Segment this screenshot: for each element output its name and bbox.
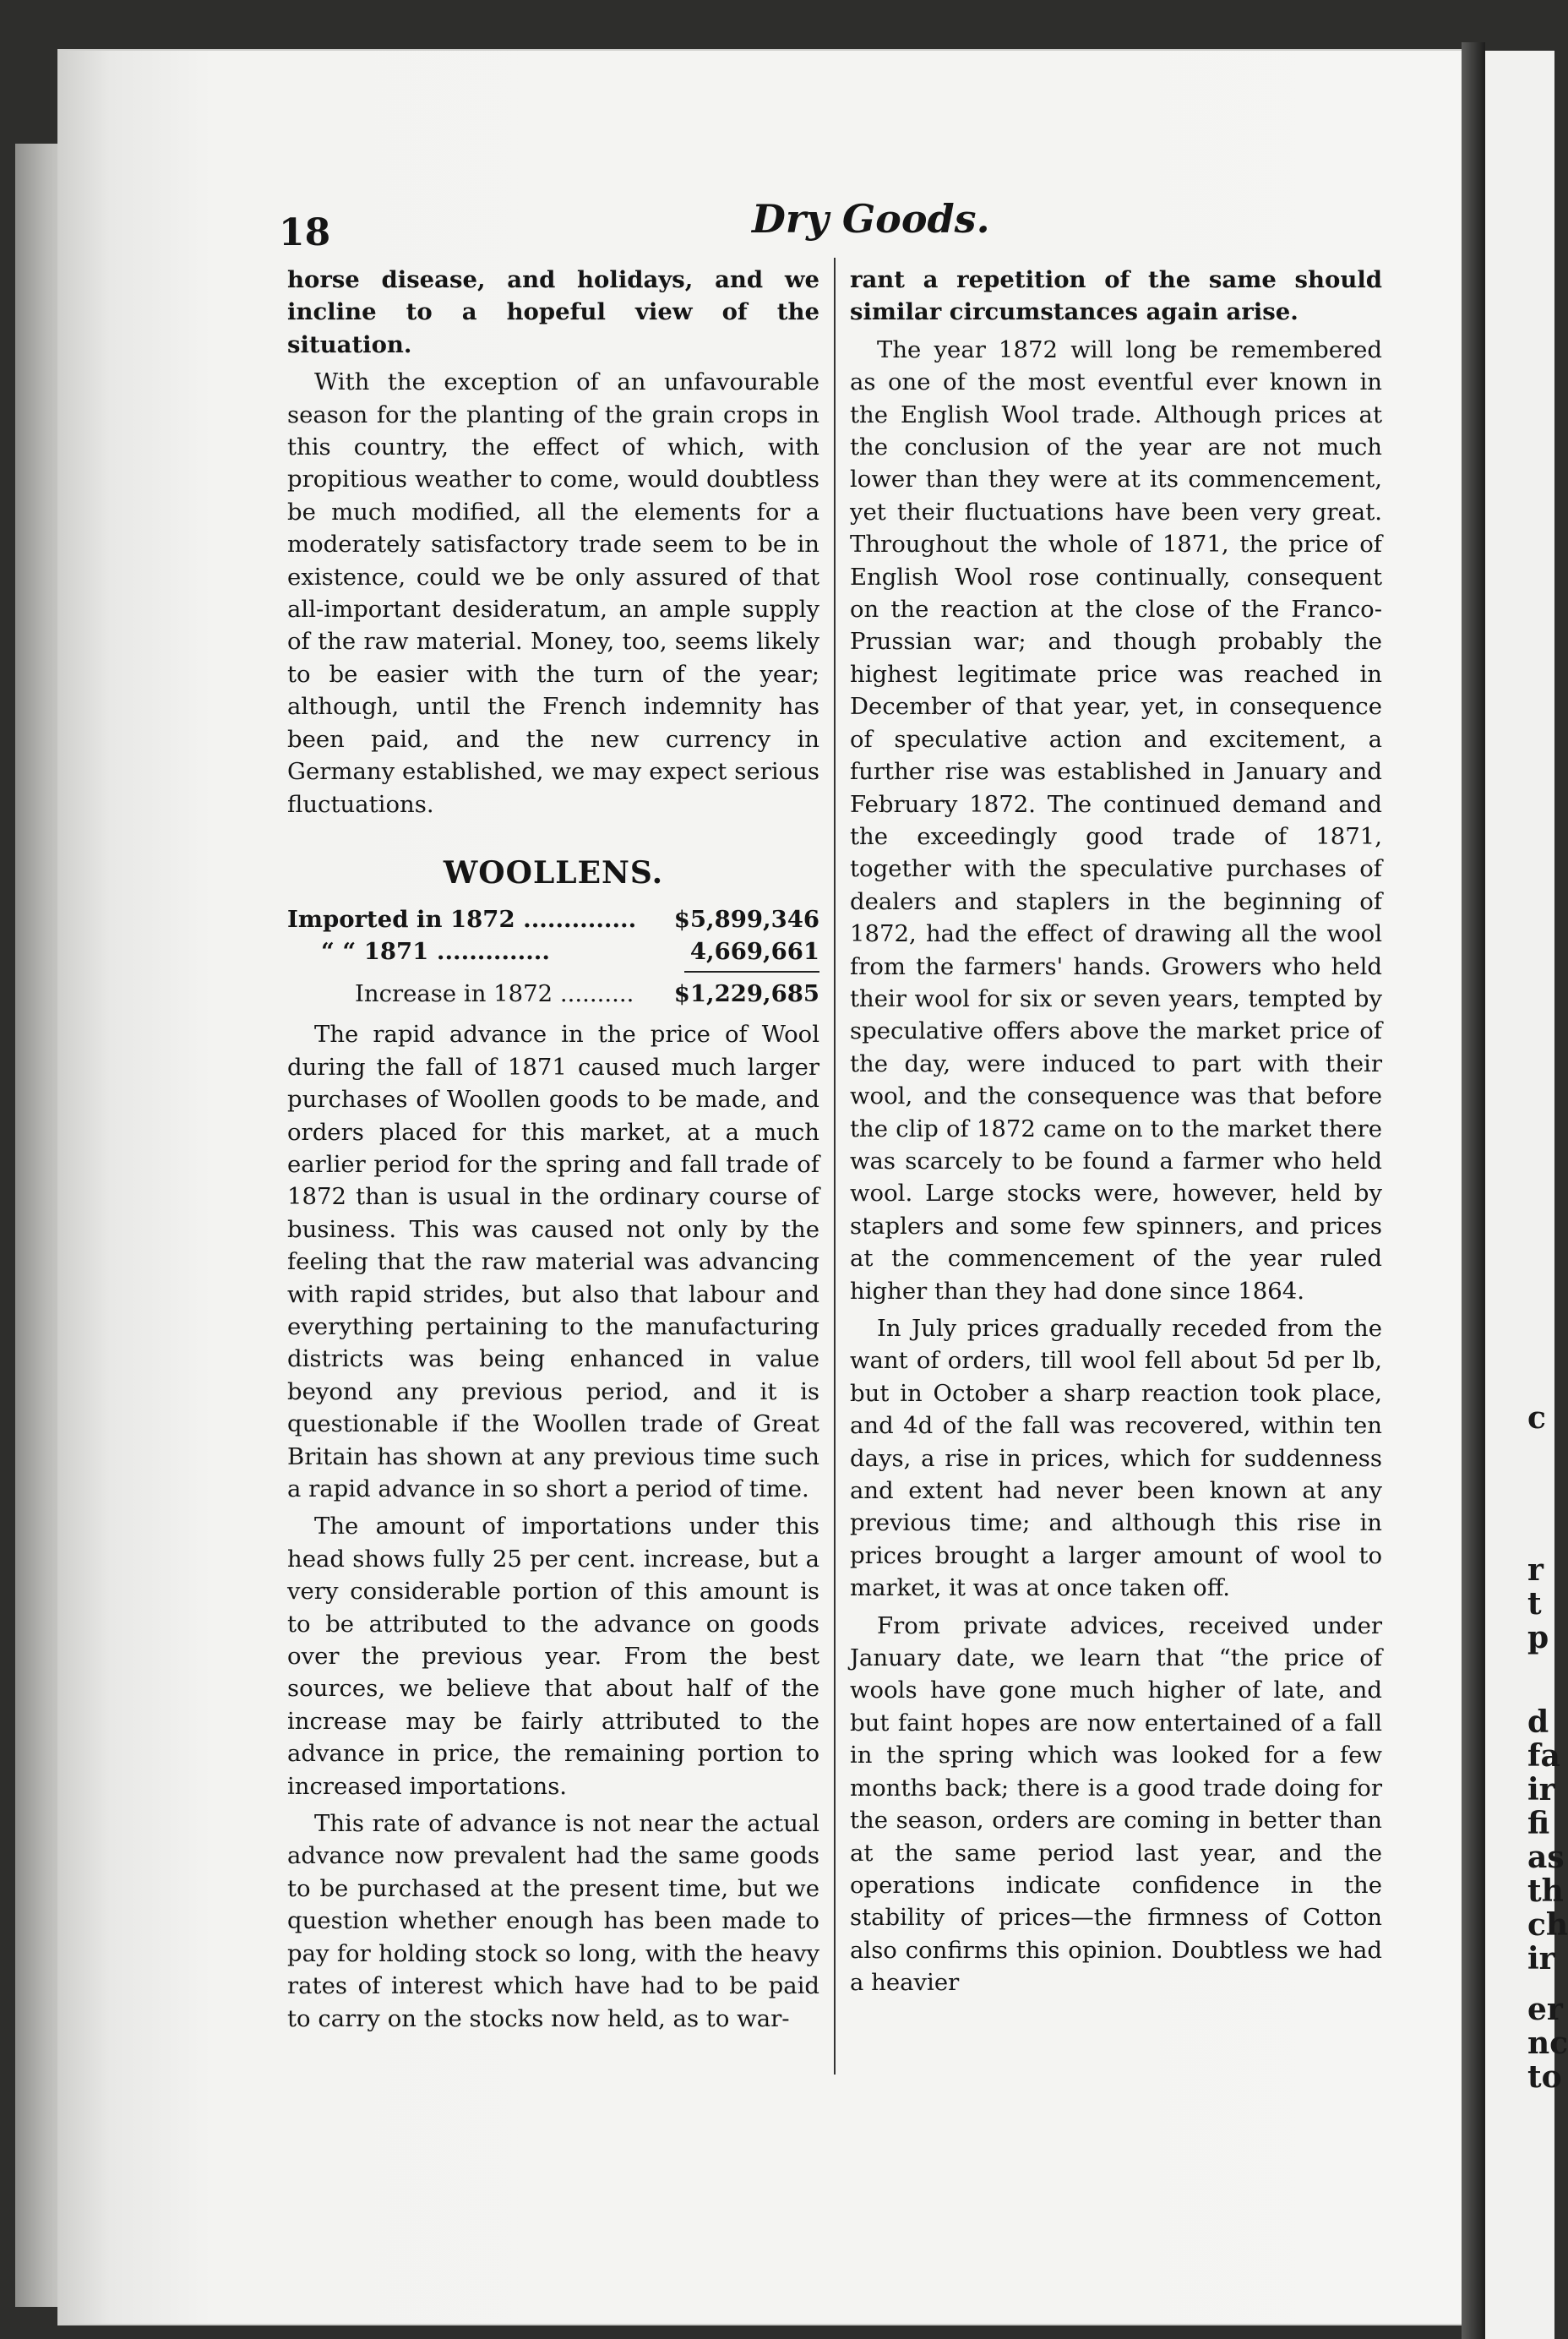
book-gutter	[1462, 42, 1485, 2339]
left-column	[287, 264, 819, 2035]
section-heading: WOOLLENS.	[443, 854, 664, 891]
adjacent-page-letter: to	[1527, 2059, 1562, 2095]
adjacent-page-letter: th	[1527, 1873, 1564, 1909]
paragraph: From private advices, received under January date, we learn that “the price of wools have gone much higher of late, and but faint hopes are now entertained of a fall in the spring which was looked for a few months back; there is a good trade doing for the season, orders are coming in better than at the same period last year, and the operations indicate confidence in the stability of prices—the firmness of Cotton also confirms this opinion. Doubtless we had a heavier	[850, 1611, 1382, 1997]
adjacent-page-letter: nc	[1527, 2025, 1568, 2061]
column-divider	[834, 258, 836, 2075]
table-row	[287, 935, 819, 968]
adjacent-page-letter: ir	[1527, 1941, 1555, 1976]
import-label: “ “ 1871 ..............	[321, 937, 550, 965]
adjacent-page-letter: c	[1527, 1400, 1546, 1436]
paragraph: The amount of importations under this head shows fully 25 per cent. increase, but a very considerable portion of this amount is to be attributed to the advance on goods over the previous year. From the best sources, we believe that about half of the increase may be fairly attributed to the advance in price, the remaining portion to increased importations.	[287, 1513, 819, 1800]
adjacent-page-letter: ch	[1527, 1907, 1568, 1943]
paragraph: rant a repetition of the same should similar circumstances again arise.	[850, 266, 1382, 326]
running-title: Dry Goods.	[752, 196, 990, 242]
sum-rule	[684, 971, 819, 973]
paragraph: The rapid advance in the price of Wool during the fall of 1871 caused much larger purchases of Woollen goods to be made, and orders placed for this market, at a much earlier period for the spring and fall trade of 1872 than is usual in the ordinary course of business. This was caused not only by the feeling that the raw material was advancing with rapid strides, but also that labour and everything pertaining to the manufacturing districts was being enhanced in value beyond any previous period, and it is questionable if the Woollen trade of Great Britain has shown at any previous time such a rapid advance in so short a period of time.	[287, 1021, 819, 1502]
adjacent-page-letter: fi	[1527, 1806, 1550, 1841]
increase-label: Increase in 1872 ..........	[355, 979, 634, 1007]
page-number: 18	[279, 211, 331, 254]
paragraph: In July prices gradually receded from the want of orders, till wool fell about 5d per lb, but in October a sharp reaction took place, and 4d of the fall was recovered, within ten days, a rise in prices, which for suddenness and extent had never been known at any previous time; and although this rise in prices brought a larger amount of wool to market, it was at once taken off.	[850, 1315, 1382, 1602]
increase-row	[287, 978, 819, 1010]
import-amount: $5,899,346	[673, 905, 819, 933]
adjacent-page-letter: p	[1527, 1620, 1549, 1655]
imports-table	[287, 903, 819, 968]
paragraph: horse disease, and holidays, and we incline to a hopeful view of the situation.	[287, 266, 819, 358]
adjacent-page-letter: t	[1527, 1586, 1542, 1622]
adjacent-page-letter: d	[1527, 1704, 1549, 1740]
adjacent-page-letter: ir	[1527, 1772, 1555, 1807]
adjacent-page-letter: r	[1527, 1552, 1544, 1588]
increase-amount: $1,229,685	[673, 979, 819, 1007]
paragraph: With the exception of an unfavourable season for the planting of the grain crops in this country, the effect of which, with propitious weather to come, would doubtless be much modified, all the elements for a moderately satisfactory trade seem to be in existence, could we be only assured of that all-important desideratum, an ample supply of the raw material. Money, too, seems likely to be easier with the turn of the year; although, until the French indemnity has been paid, and the new currency in Germany established, we may expect serious fluctuations.	[287, 368, 819, 818]
adjacent-page-letter: fa	[1527, 1738, 1560, 1774]
table-row	[287, 903, 819, 935]
import-label: Imported in 1872 ..............	[287, 905, 637, 933]
adjacent-page-letter: er	[1527, 1992, 1563, 2027]
right-column	[850, 264, 1382, 1999]
import-amount: 4,669,661	[689, 937, 819, 965]
paragraph: This rate of advance is not near the actual advance now prevalent had the same goods to be purchased at the present time, but we question whether enough has been made to pay for holding stock so long, with the heavy rates of interest which have had to be paid to carry on the stocks now held, as to war-	[287, 1810, 819, 2032]
adjacent-page-letter: as	[1527, 1840, 1565, 1875]
paragraph: The year 1872 will long be remembered as one of the most eventful ever known in the English Wool trade. Although prices at the conclusion of the year are not much lower than they were at its commencement, yet their fluctuations have been very great. Throughout the whole of 1871, the price of English Wool rose continually, consequent on the reaction at the close of the Franco-Prussian war; and though probably the highest legitimate price was reached in December of that year, yet, in consequence of speculative action and excitement, a further rise was established in January and February 1872. The continued demand and the exceedingly good trade of 1871, together with the speculative purchases of dealers and staplers in the beginning of 1872, had the effect of drawing all the wool from the farmers' hands. Growers who held their wool for six or seven years, tempted by speculative offers above the market price of the day, were induced to part with their wool, and the consequence was that before the clip of 1872 came on to the market there was scarcely to be found a farmer who held wool. Large stocks were, however, held by staplers and some few spinners, and prices at the commencement of the year ruled higher than they had done since 1864.	[850, 335, 1382, 1305]
